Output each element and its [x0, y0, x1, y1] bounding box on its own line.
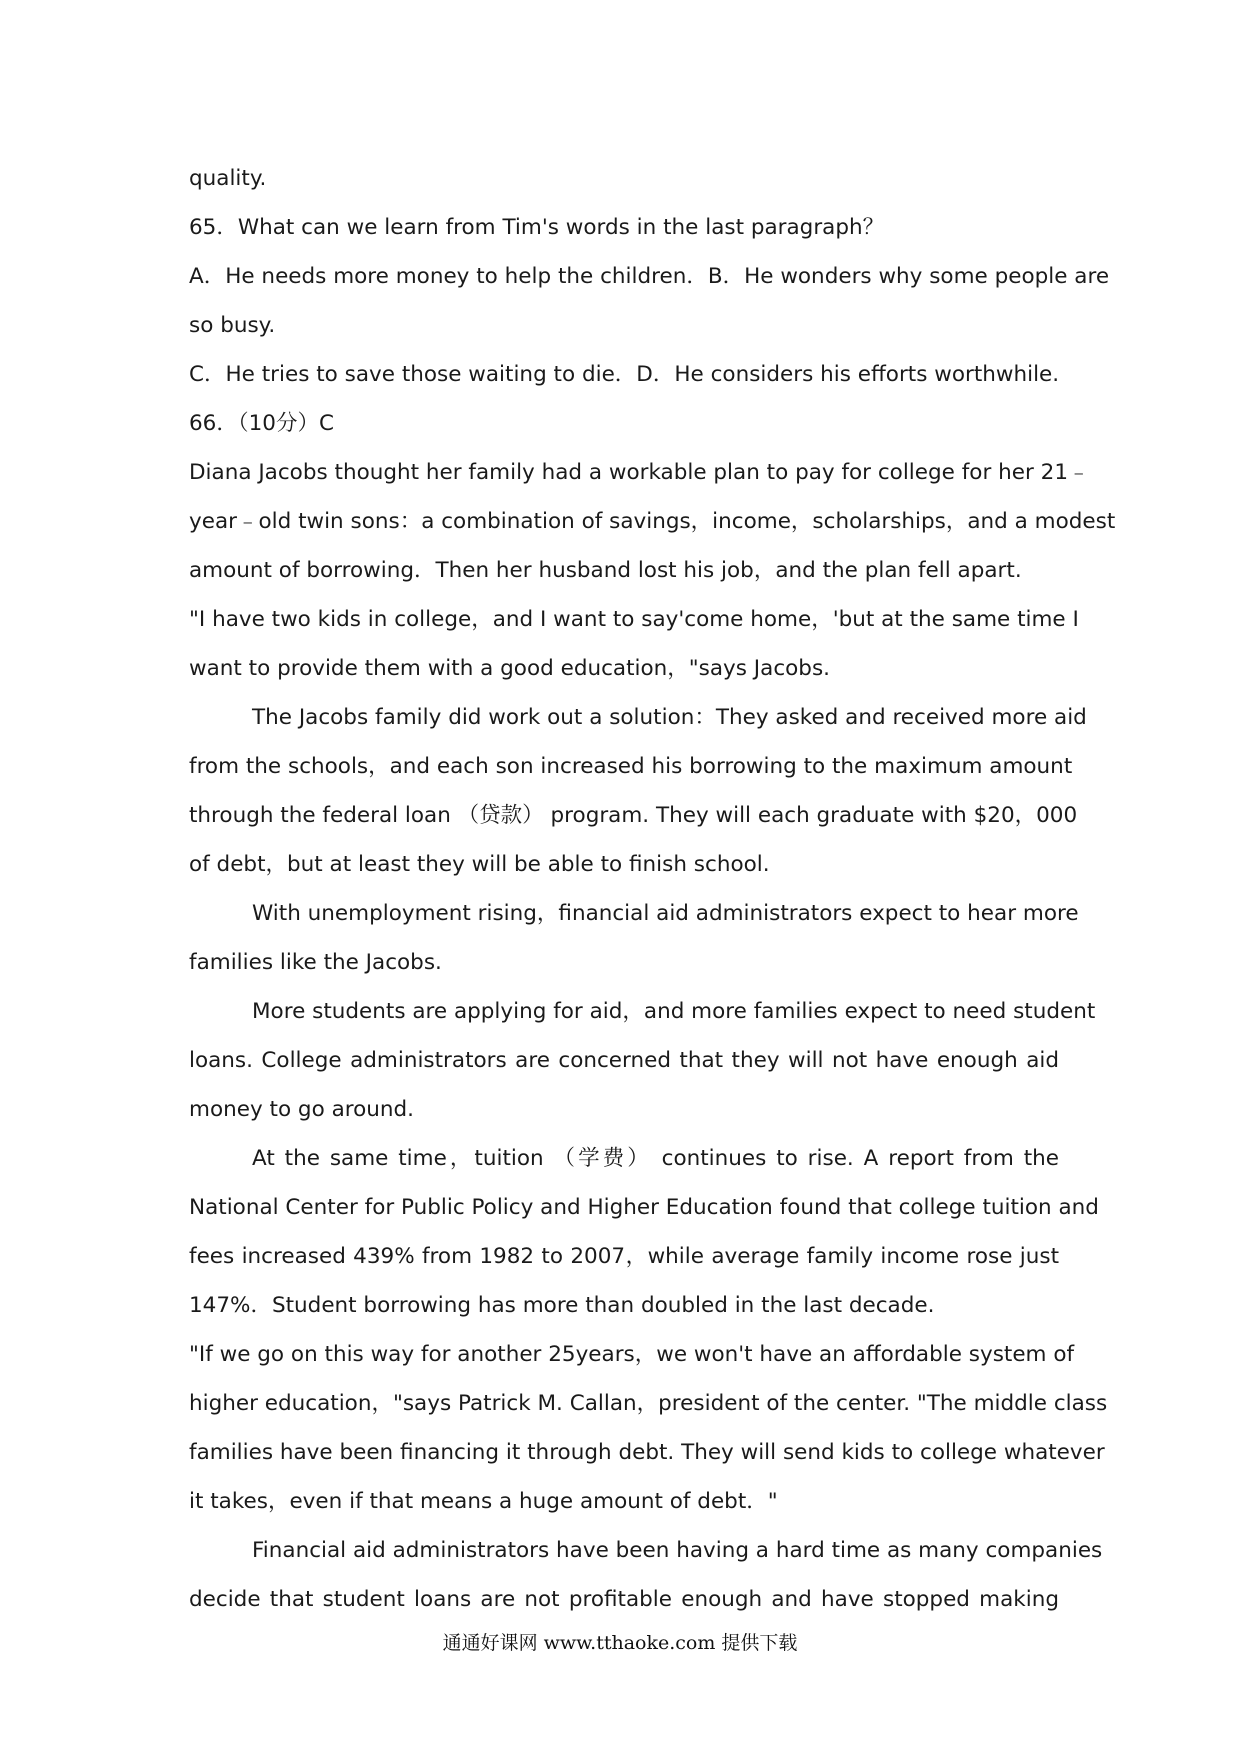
text-line: families like the Jacobs.: [189, 950, 442, 975]
text-line: money to go around.: [189, 1097, 414, 1122]
text-line: Diana Jacobs thought her family had a workable plan to pay for college for her 21﹣: [189, 460, 1090, 485]
text-line: C．He tries to save those waiting to die．D．He considers his efforts worthwhile.: [189, 362, 1060, 387]
text-line: year﹣old twin sons：a combination of savings，income，scholarships，and a modest: [189, 509, 1116, 534]
text-line: of debt，but at least they will be able to finish school.: [189, 852, 770, 877]
text-line: families have been financing it through debt. They will send kids to college whatever: [189, 1440, 1105, 1465]
text-line: loans. College administrators are concerned that they will not have enough aid: [189, 1048, 1059, 1073]
text-line: 65．What can we learn from Tim's words in the last paragraph？: [189, 215, 885, 240]
text-line: "If we go on this way for another 25years，we won't have an affordable system of: [189, 1342, 1075, 1367]
document-body: [189, 154, 1116, 1624]
text-line: Financial aid administrators have been having a hard time as many companies: [252, 1538, 1103, 1563]
text-line: More students are applying for aid，and more families expect to need student: [252, 999, 1096, 1024]
text-line: amount of borrowing．Then her husband lost his job，and the plan fell apart.: [189, 558, 1022, 583]
text-line: through the federal loan （贷款） program. They will each graduate with $20，000: [189, 803, 1078, 828]
text-line: The Jacobs family did work out a solution：They asked and received more aid: [252, 705, 1087, 730]
text-line: quality.: [189, 166, 267, 191]
text-line: higher education，"says Patrick M. Callan，president of the center. "The middle class: [189, 1391, 1108, 1416]
text-line: 147%．Student borrowing has more than doubled in the last decade.: [189, 1293, 935, 1318]
text-line: National Center for Public Policy and Higher Education found that college tuition and: [189, 1195, 1099, 1220]
text-line: decide that student loans are not profitable enough and have stopped making: [189, 1587, 1059, 1612]
footer-text: 通通好课网 www.tthaoke.com 提供下载: [442, 1632, 798, 1654]
text-line: fees increased 439% from 1982 to 2007，while average family income rose just: [189, 1244, 1059, 1269]
text-line: it takes，even if that means a huge amount of debt．": [189, 1489, 778, 1514]
text-line: With unemployment rising，financial aid administrators expect to hear more: [252, 901, 1079, 926]
text-line: from the schools，and each son increased his borrowing to the maximum amount: [189, 754, 1073, 779]
text-line: "I have two kids in college，and I want to say'come home，'but at the same time I: [189, 607, 1079, 632]
text-line: 66．（10分）C: [189, 411, 334, 436]
page-footer: [0, 1628, 1240, 1655]
text-line: A．He needs more money to help the children．B．He wonders why some people are: [189, 264, 1110, 289]
text-line: so busy.: [189, 313, 276, 338]
text-line: At the same time，tuition （学费） continues to rise. A report from the: [252, 1146, 1059, 1171]
text-line: want to provide them with a good education，"says Jacobs.: [189, 656, 830, 681]
